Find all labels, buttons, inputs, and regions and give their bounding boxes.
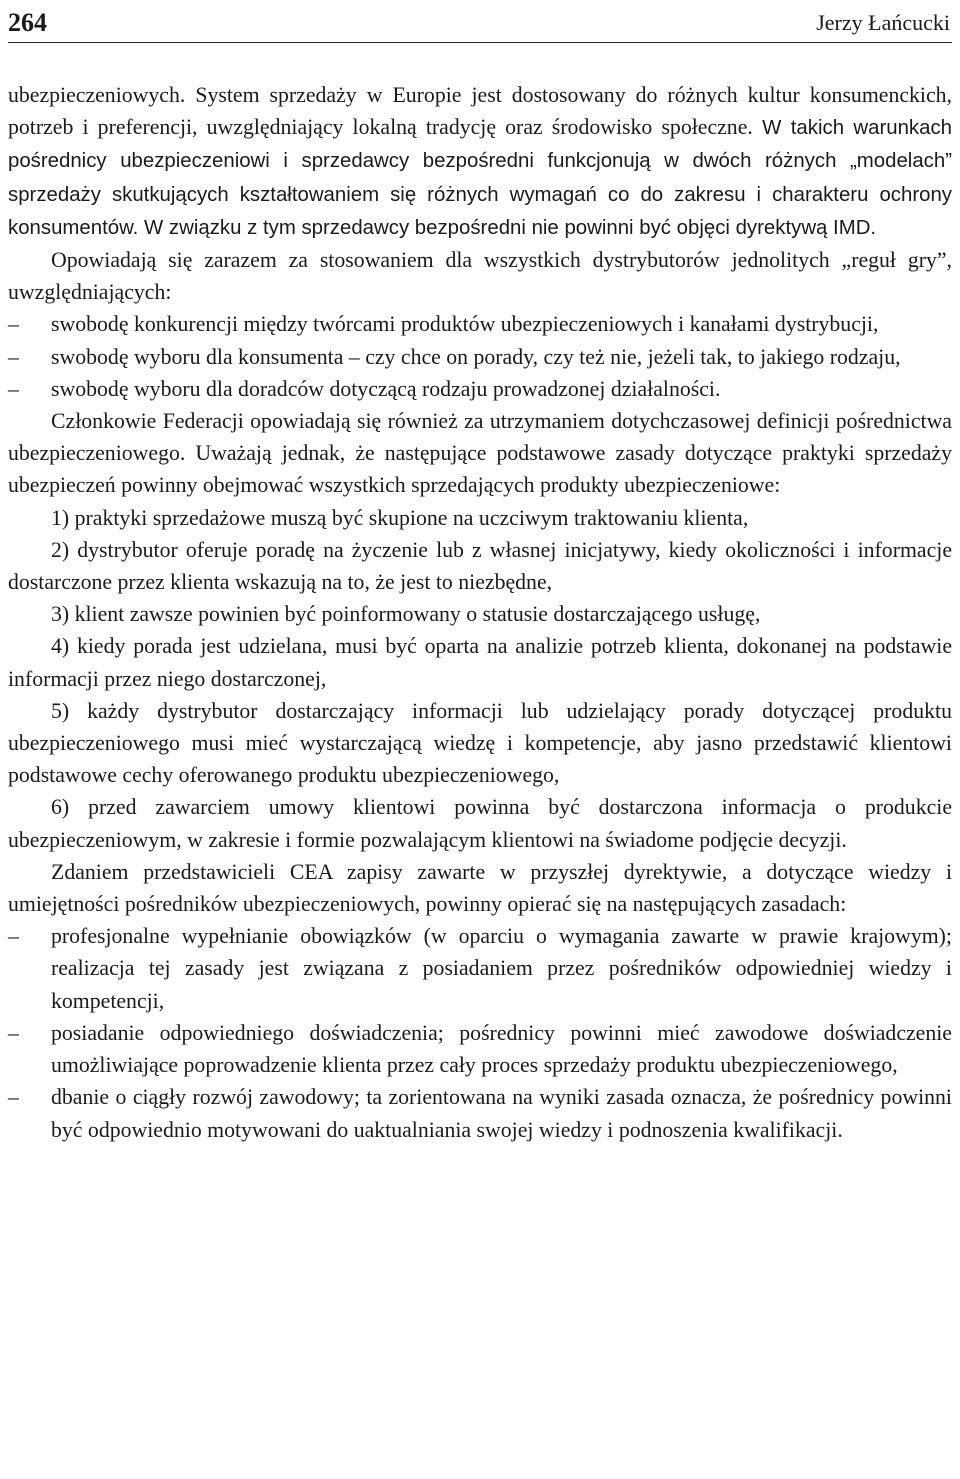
dash-list-2 [8, 920, 952, 1145]
numbered-item-6: 6) przed zawarciem umowy klientowi powinna być dostarczona informacja o produkcie ubezpieczeniowym, w zakresie i formie pozwalającym klientowi na świadome podjęcie decyzji. [8, 795, 952, 852]
list-item-text: profesjonalne wypełnianie obowiązków (w oparciu o wymagania zawarte w prawie krajowym); realizacja tej zasady jest związana z posiadaniem przez pośredników odpowiedniej wiedzy i kompetencji, [51, 924, 952, 1013]
dash-marker: – [8, 376, 19, 401]
dash-list-1 [8, 308, 952, 405]
numbered-item-1: 1) praktyki sprzedażowe muszą być skupione na uczciwym traktowaniu klienta, [51, 505, 749, 530]
list-item-text: swobodę wyboru dla doradców dotyczącą rodzaju prowadzonej działalności. [51, 376, 721, 401]
running-head-author: Jerzy Łańcucki [816, 10, 950, 35]
paragraph-1-serif: ubezpieczeniowych. System sprzedaży w Europie jest dostosowany do różnych kultur konsumenckich, potrzeb i preferencji, uwzględniający lokalną tradycję oraz środowisko społeczne. [8, 83, 952, 140]
paragraph-4: Zdaniem przedstawicieli CEA zapisy zawarte w przyszłej dyrektywie, a dotyczące wiedzy i umiejętności pośredników ubezpieczeniowych, powinny opierać się na następujących zasadach: [8, 859, 952, 917]
dash-marker: – [8, 1020, 19, 1045]
list-item [8, 341, 952, 373]
list-item-text: swobodę konkurencji między twórcami produktów ubezpieczeniowych i kanałami dystrybucji, [51, 312, 879, 337]
numbered-item-2: 2) dystrybutor oferuje poradę na życzenie lub z własnej inicjatywy, kiedy okoliczności i informacje dostarczone przez klienta wskazują na to, że jest to niezbędne, [8, 537, 952, 595]
numbered-item-5: 5) każdy dystrybutor dostarczający informacji lub udzielający porady dotyczącej produktu ubezpieczeniowego musi mieć wystarczającą wiedzę i kompetencje, aby jasno przedstawić klientowi podstawowe cechy oferowanego produktu ubezpieczeniowego, [8, 698, 952, 788]
list-item [8, 920, 952, 1017]
paragraph-1 [8, 79, 952, 244]
page-number: 264 [8, 8, 47, 37]
list-item [8, 373, 952, 405]
paragraph-2: Opowiadają się zarazem za stosowaniem dla wszystkich dystrybutorów jednolitych „reguł gry”, uwzględniających: [8, 248, 952, 305]
dash-marker: – [8, 924, 19, 949]
numbered-item-4: 4) kiedy porada jest udzielana, musi być oparta na analizie potrzeb klienta, dokonanej na podstawie informacji przez niego dostarczonej, [8, 634, 952, 691]
paragraph-3: Członkowie Federacji opowiadają się również za utrzymaniem dotychczasowej definicji pośrednictwa ubezpieczeniowego. Uważają jednak, że następujące podstawowe zasady dotyczące praktyki sprzedaży ubezpieczeń powinny obejmować wszystkich sprzedających produkty ubezpieczeniowe: [8, 409, 952, 498]
paragraph-1-sans: W takich warunkach pośrednicy ubezpieczeniowi i sprzedawcy bezpośredni funkcjonują w dwóch różnych „modelach” sprzedaży skutkujących kształtowaniem się różnych wymagań co do zakresu i charakteru ochrony konsumentów. W związku z tym sprzedawcy bezpośredni nie powinni być objęci dyrektywą IMD. [8, 117, 952, 239]
list-item [8, 308, 952, 340]
list-item [8, 1017, 952, 1081]
list-item-text: swobodę wyboru dla konsumenta – czy chce on porady, czy też nie, jeżeli tak, to jakiego rodzaju, [51, 344, 901, 369]
body-text [8, 79, 952, 1146]
page-header [8, 6, 952, 43]
list-item-text: posiadanie odpowiedniego doświadczenia; pośrednicy powinni mieć zawodowe doświadczenie umożliwiające poprowadzenie klienta przez cały proces sprzedaży produktu ubezpieczeniowego, [51, 1020, 952, 1078]
numbered-item-3: 3) klient zawsze powinien być poinformowany o statusie dostarczającego usługę, [51, 602, 761, 627]
dash-marker: – [8, 312, 19, 337]
list-item-text: dbanie o ciągły rozwój zawodowy; ta zorientowana na wyniki zasada oznacza, że pośrednicy powinni być odpowiednio motywowani do uaktualniania swojej wiedzy i podnoszenia kwalifikacji. [51, 1085, 952, 1142]
dash-marker: – [8, 1085, 19, 1110]
dash-marker: – [8, 344, 19, 369]
numbered-list [8, 502, 952, 856]
list-item [8, 1081, 952, 1145]
